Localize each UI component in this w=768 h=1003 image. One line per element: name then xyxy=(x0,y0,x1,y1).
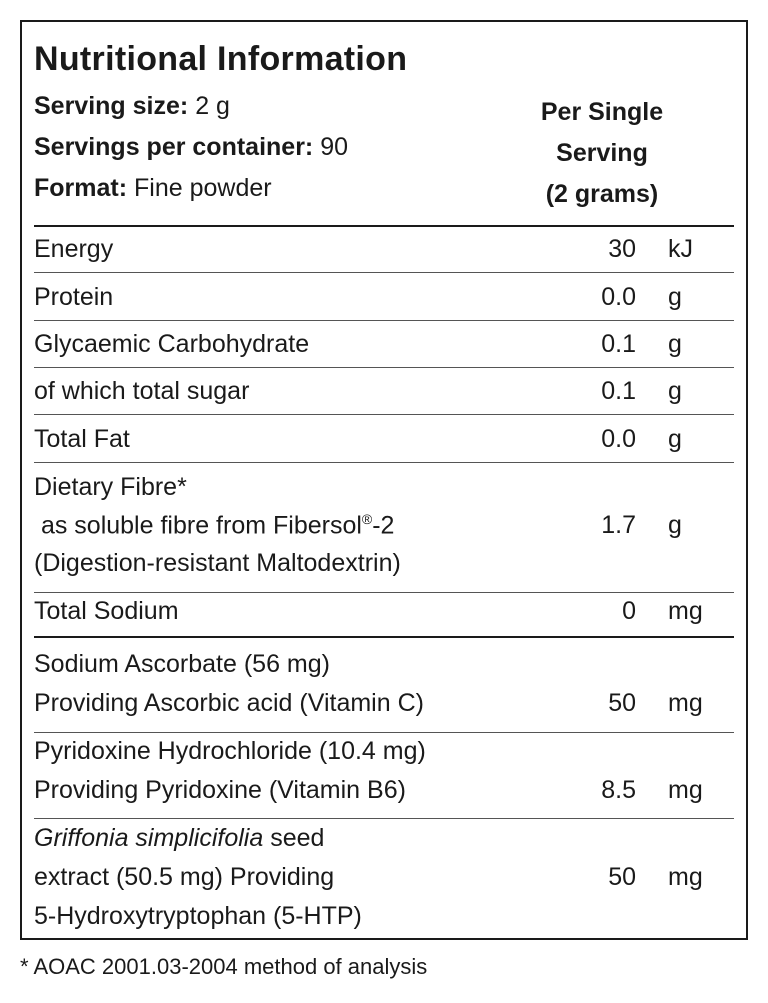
row-divider xyxy=(34,732,734,733)
row-divider xyxy=(34,462,734,463)
row-vitamin-c: Sodium Ascorbate (56 mg) Providing Ascorbic acid (Vitamin C) 50 mg xyxy=(34,650,703,717)
row-divider xyxy=(34,367,734,368)
row-5-htp: Griffonia simplicifolia seed extract (50.5 mg) Providing 5-Hydroxytryptophan (5-HTP) 50 mg xyxy=(34,824,703,930)
row-divider xyxy=(34,320,734,321)
header-divider xyxy=(34,225,734,227)
row-vitamin-b6: Pyridoxine Hydrochloride (10.4 mg) Providing Pyridoxine (Vitamin B6) 8.5 mg xyxy=(34,737,703,804)
servings-per-container: Servings per container: 90 xyxy=(34,133,349,161)
row-divider xyxy=(34,818,734,819)
nutrition-panel: Nutritional Information Serving size: 2 g Servings per container: 90 Format: Fine powder Per Single Serving (2 grams) Energy 30 kJ Protein 0.0 g Glycaemic Carbohydrate 0.1 g of which total sugar 0.1 g Total Fat 0.0 g Dietary Fibre* as soluble fibre from Fibersol®-2 (Digestion-resistant Maltodextrin) 1.7 g Total Sodium 0 mg Sodium Ascorbate (56 mg) Providing Ascorbic acid (Vitamin C) 50 mg Pyridoxine Hydrochloride (10.4 mg) Providing Pyridoxine (Vitamin B6) 8.5 mg Griffonia simplicifolia seed extract (50.5 mg) Providing 5-Hydroxytryptophan (5-HTP) 50 mg xyxy=(20,20,748,940)
row-divider xyxy=(34,272,734,273)
section-divider xyxy=(34,636,734,638)
row-dietary-fibre: Dietary Fibre* as soluble fibre from Fibersol®-2 (Digestion-resistant Maltodextrin) 1.7 g xyxy=(34,473,682,577)
row-divider xyxy=(34,414,734,415)
per-serving-header: Per Single Serving (2 grams) xyxy=(540,98,664,208)
row-divider xyxy=(34,592,734,593)
footnote: * AOAC 2001.03-2004 method of analysis xyxy=(20,954,428,979)
format: Format: Fine powder xyxy=(34,174,272,202)
panel-title: Nutritional Information xyxy=(34,40,408,78)
serving-size: Serving size: 2 g xyxy=(34,92,230,120)
